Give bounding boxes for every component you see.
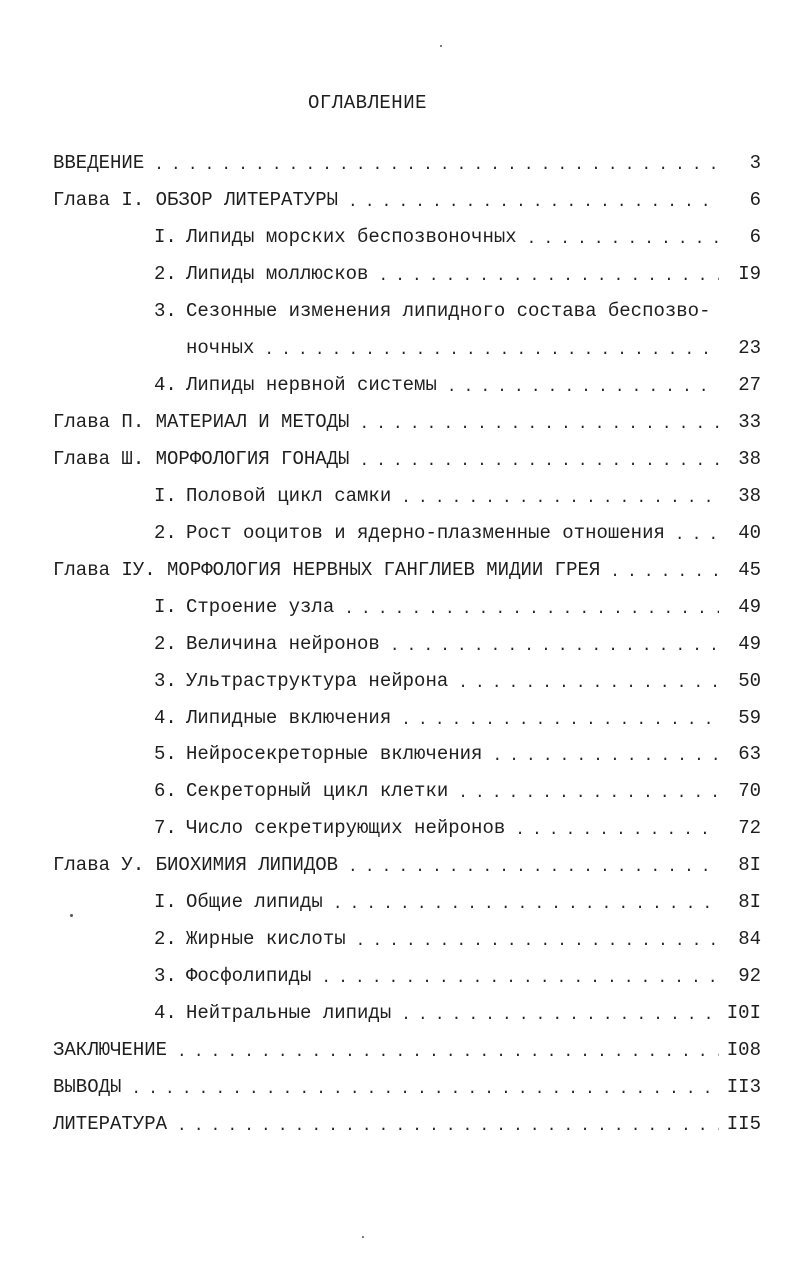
toc-entry-label [53,411,359,433]
toc-entry-page: 38 [738,484,761,507]
toc-entry-text: Нейтральные липиды [186,1002,392,1025]
dot-leader [333,895,719,913]
dot-leader [492,747,719,765]
page-title: ОГЛАВЛЕНИЕ [307,92,428,114]
toc-entry-page: 63 [738,743,761,766]
toc-entry [0,995,793,1032]
toc-entry [0,773,793,810]
toc-entry-text: ЛИТЕРАТУРА [53,1112,168,1135]
toc-entry-page: 6 [749,189,761,212]
toc-entry-text: Глава IУ. МОРФОЛОГИЯ НЕРВНЫХ ГАНГЛИЕВ МИДИИ ГРЕЯ [53,558,601,581]
toc-entry-text: Фосфолипиды [186,965,312,988]
toc-entry-page: 6 [749,226,761,249]
toc-entry-text: Жирные кислоты [186,928,346,951]
toc-entry [0,625,793,662]
scan-speck [440,45,442,47]
toc-entry [0,884,793,921]
toc-entry-text: Ультраструктура нейрона [186,669,449,692]
toc-entry-text: ночных [186,337,255,360]
toc-entry-number: 2. [154,263,177,286]
toc-entry-text: Величина нейронов [186,632,380,655]
toc-entry-label [154,374,447,396]
dot-leader [527,230,719,248]
toc-entry-text: Рост ооцитов и ядерно-плазменные отношения [186,521,665,544]
toc-entry [0,367,793,404]
toc-entry-number: 4. [154,374,177,397]
toc-entry [0,182,793,219]
toc-entry-number: I. [154,595,177,618]
toc-entry-label [154,780,458,802]
toc-entry-text: ВВЕДЕНИЕ [53,152,145,175]
dot-leader [359,415,719,433]
toc-entry [0,736,793,773]
toc-entry-text: Нейросекреторные включения [186,743,483,766]
toc-entry-number: 4. [154,1002,177,1025]
toc-entry-text: Глава У. БИОХИМИЯ ЛИПИДОВ [53,854,339,877]
toc-entry-page: 27 [738,374,761,397]
toc-entry [0,958,793,995]
toc-entry-page: II3 [726,1075,761,1098]
toc-entry-page: 72 [738,817,761,840]
toc-entry [0,1032,793,1069]
toc-entry-text: Число секретирующих нейронов [186,817,506,840]
toc-entry-page: 92 [738,965,761,988]
dot-leader [675,526,719,544]
dot-leader [131,1080,719,1098]
dot-leader [344,600,719,618]
toc-entry [0,256,793,293]
toc-entry-page: 38 [738,447,761,470]
toc-entry-text: Липиды моллюсков [186,263,369,286]
toc-entry-text: ВЫВОДЫ [53,1075,122,1098]
dot-leader [458,674,719,692]
toc-entry-label [154,1002,401,1024]
toc-entry-page: 50 [738,669,761,692]
toc-entry-number: I. [154,226,177,249]
dot-leader [356,932,719,950]
toc-entry-text: Липиды морских беспозвоночных [186,226,517,249]
toc-entry-text: Сезонные изменения липидного состава беспозво- [186,300,711,323]
toc-entry [0,588,793,625]
toc-entry-page: I08 [726,1038,761,1061]
toc-entry [0,921,793,958]
dot-leader [447,378,719,396]
toc-entry-text: Глава Ш. МОРФОЛОГИЯ ГОНАДЫ [53,447,350,470]
toc-entry-text: Глава I. ОБЗОР ЛИТЕРАТУРЫ [53,189,339,212]
toc-entry-page: 8I [738,854,761,877]
dot-leader [610,563,719,581]
toc-entry-text: Глава П. МАТЕРИАЛ И МЕТОДЫ [53,411,350,434]
toc-entry-number: 4. [154,706,177,729]
toc-entry-label [154,928,356,950]
dot-leader [401,489,719,507]
dot-leader [177,1043,719,1061]
toc-entry-label [154,633,390,655]
dot-leader [264,341,719,359]
toc-entry-number: 6. [154,780,177,803]
toc-entry [0,441,793,478]
toc-entry-label [154,226,527,248]
toc-entry-label [154,743,492,765]
dot-leader [359,452,719,470]
toc-entry-label [154,263,378,285]
dot-leader [401,1006,719,1024]
toc-entry-label [53,1113,177,1135]
toc-entry-page: II5 [726,1112,761,1135]
toc-entry-text: Половой цикл самки [186,484,392,507]
toc-entry-label [154,596,344,618]
toc-entry-label [53,152,154,174]
toc-entry-page: 23 [738,337,761,360]
toc-entry-text: Липидные включения [186,706,392,729]
toc-entry-page: 3 [749,152,761,175]
toc-entry-text: Липиды нервной системы [186,374,437,397]
dot-leader [177,1117,719,1135]
toc-entry [0,293,793,330]
toc-entry-label [154,817,515,839]
toc-entry-number: I. [154,484,177,507]
toc-entry-label [53,1039,177,1061]
dot-leader [401,711,719,729]
toc-entry-page: 49 [738,632,761,655]
toc-entry-label [53,448,359,470]
toc-entry-label [53,854,348,876]
toc-entry-label [154,300,711,322]
dot-leader [390,637,719,655]
toc-entry [0,1068,793,1105]
toc-entry-page: 84 [738,928,761,951]
toc-entry-text: Строение узла [186,595,335,618]
dot-leader [378,267,719,285]
toc-entry-page: 8I [738,891,761,914]
table-of-contents [0,145,793,1142]
dot-leader [515,821,719,839]
dot-leader [458,784,719,802]
toc-entry [0,699,793,736]
toc-entry-label [154,522,675,544]
toc-entry-page: I9 [738,263,761,286]
toc-entry-label [53,1076,131,1098]
toc-entry-page: 59 [738,706,761,729]
toc-entry-label [154,891,333,913]
toc-entry [0,404,793,441]
dot-leader [348,193,719,211]
toc-entry-number: 5. [154,743,177,766]
dot-leader [321,969,719,987]
toc-entry-page: I0I [726,1002,761,1025]
toc-entry [0,330,793,367]
toc-entry [0,219,793,256]
toc-entry [0,551,793,588]
toc-entry-label [154,707,401,729]
toc-entry-number: 3. [154,965,177,988]
toc-entry-number: 2. [154,632,177,655]
toc-entry-number: 3. [154,300,177,323]
toc-entry [0,662,793,699]
toc-entry [0,1105,793,1142]
toc-entry-text: ЗАКЛЮЧЕНИЕ [53,1038,168,1061]
toc-entry-label [154,485,401,507]
toc-entry-text: Общие липиды [186,891,323,914]
toc-entry [0,477,793,514]
toc-entry-number: 7. [154,817,177,840]
toc-entry-label [53,189,348,211]
toc-entry-label [154,965,321,987]
toc-entry-number: 3. [154,669,177,692]
toc-entry-page: 70 [738,780,761,803]
toc-entry [0,810,793,847]
toc-entry-label [186,337,264,359]
scan-speck [362,1236,364,1238]
dot-leader [348,858,719,876]
toc-entry [0,145,793,182]
toc-entry-number: 2. [154,928,177,951]
toc-entry-text: Секреторный цикл клетки [186,780,449,803]
toc-entry-page: 40 [738,521,761,544]
toc-entry-page: 49 [738,595,761,618]
toc-entry [0,847,793,884]
toc-entry-label [154,670,458,692]
toc-entry-number: 2. [154,521,177,544]
toc-entry-page: 33 [738,411,761,434]
toc-entry-label [53,559,610,581]
toc-entry-page: 45 [738,558,761,581]
toc-entry [0,514,793,551]
toc-entry-number: I. [154,891,177,914]
scan-speck [70,914,73,917]
dot-leader [154,156,719,174]
